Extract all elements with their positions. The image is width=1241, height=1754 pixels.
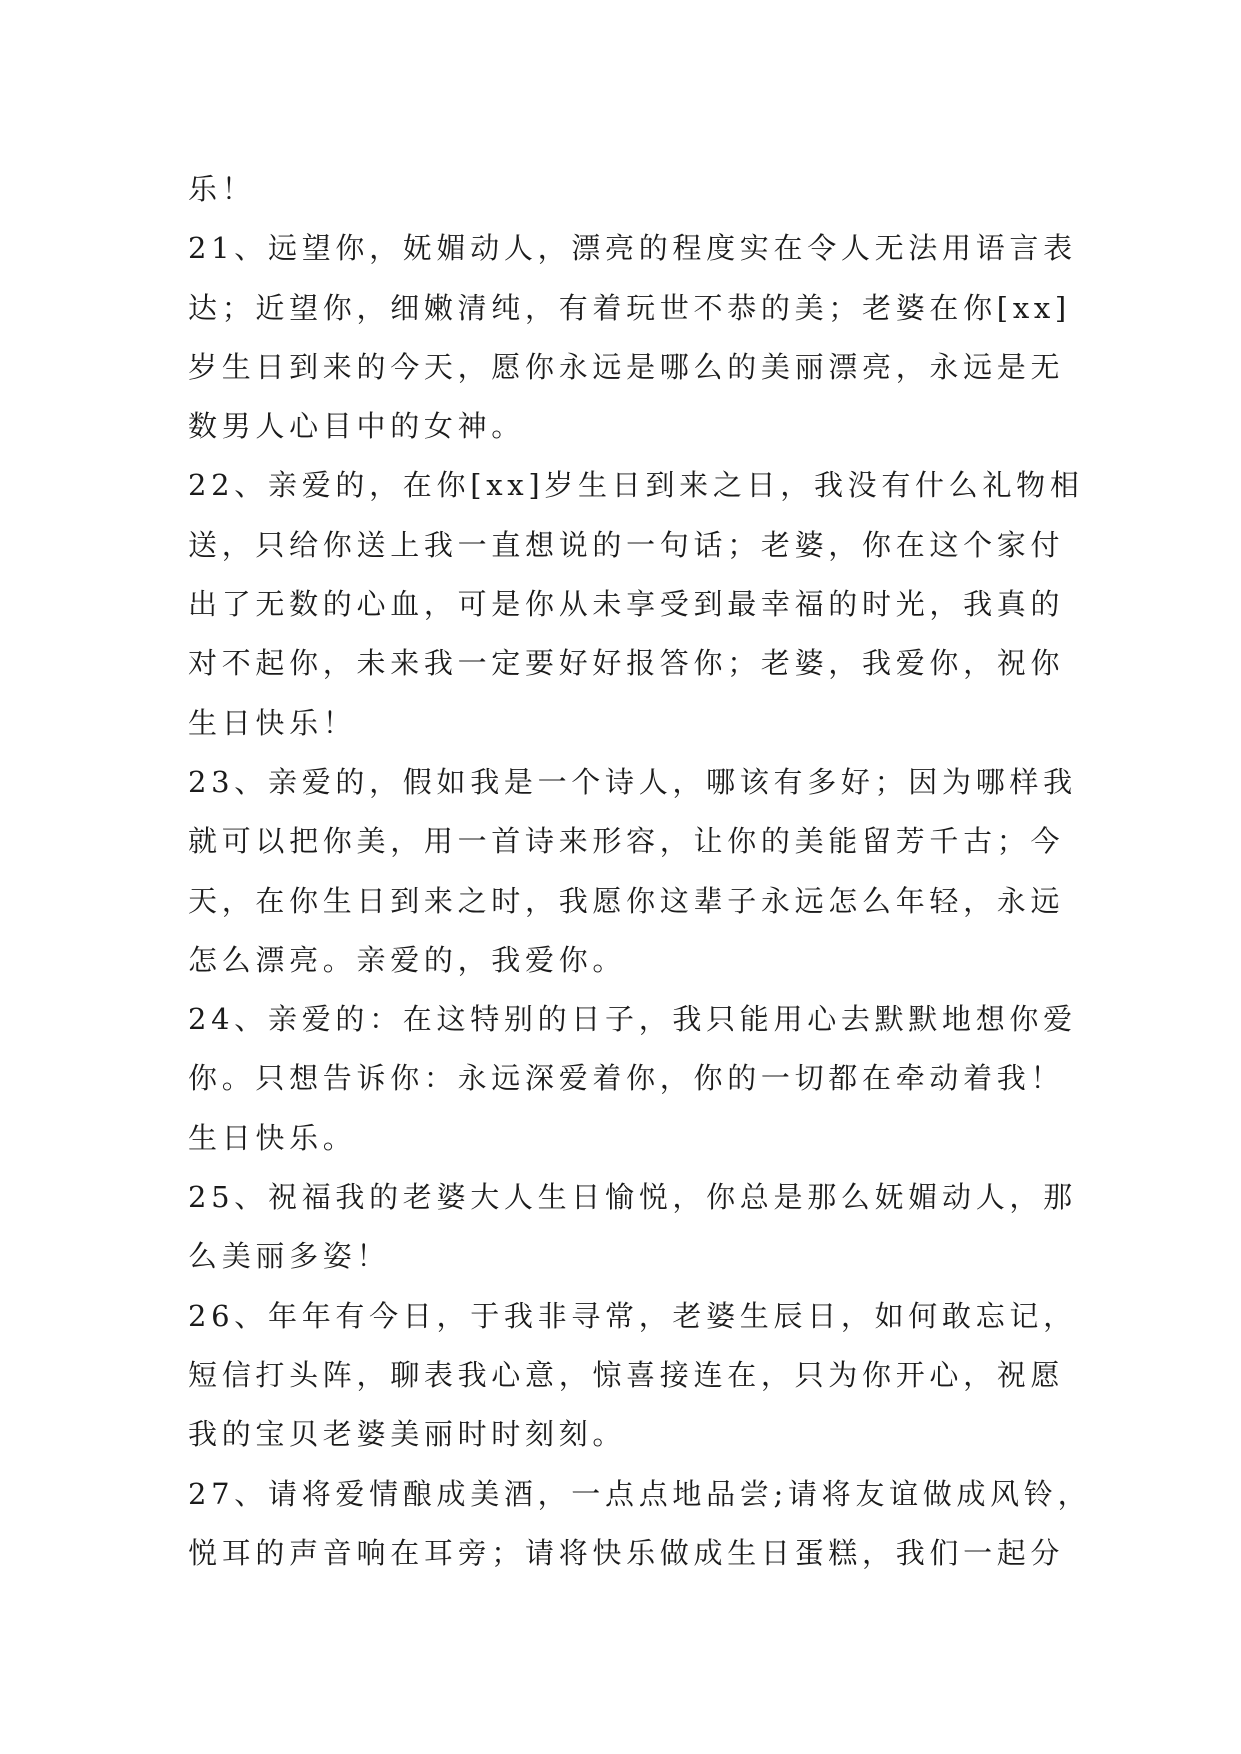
text-line: 我的宝贝老婆美丽时时刻刻。 xyxy=(188,1417,627,1452)
text-line: 22、亲爱的，在你[xx]岁生日到来之日，我没有什么礼物相 xyxy=(188,468,1084,503)
text-line: 你。只想告诉你：永远深爱着你，你的一切都在牵动着我！ xyxy=(188,1061,1065,1096)
document-body xyxy=(188,160,1092,1583)
text-line: 24、亲爱的：在这特别的日子，我只能用心去默默地想你爱 xyxy=(188,1002,1077,1037)
text-line: 生日快乐。 xyxy=(188,1120,357,1155)
text-line: 26、年年有今日，于我非寻常，老婆生辰日，如何敢忘记， xyxy=(188,1298,1077,1333)
text-line: 21、远望你，妩媚动人，漂亮的程度实在令人无法用语言表 xyxy=(188,231,1077,266)
text-line: 数男人心目中的女神。 xyxy=(188,409,526,444)
text-line: 23、亲爱的，假如我是一个诗人，哪该有多好；因为哪样我 xyxy=(188,764,1077,799)
text-line: 27、请将爱情酿成美酒，一点点地品尝;请将友谊做成风铃， xyxy=(188,1476,1092,1511)
text-line: 岁生日到来的今天，愿你永远是哪么的美丽漂亮，永远是无 xyxy=(188,349,1065,384)
text-line: 天，在你生日到来之时，我愿你这辈子永远怎么年轻，永远 xyxy=(188,883,1065,918)
text-line: 送，只给你送上我一直想说的一句话；老婆，你在这个家付 xyxy=(188,527,1065,562)
text-line: 怎么漂亮。亲爱的，我爱你。 xyxy=(188,942,627,977)
text-line: 出了无数的心血，可是你从未享受到最幸福的时光，我真的 xyxy=(188,587,1065,622)
text-line: 就可以把你美，用一首诗来形容，让你的美能留芳千古；今 xyxy=(188,824,1065,859)
text-line: 短信打头阵，聊表我心意，惊喜接连在，只为你开心，祝愿 xyxy=(188,1357,1065,1392)
text-line: 生日快乐！ xyxy=(188,705,357,740)
text-line: 乐！ xyxy=(188,172,256,206)
text-line: 达；近望你，细嫩清纯，有着玩世不恭的美；老婆在你[xx] xyxy=(188,290,1071,325)
text-line: 对不起你，未来我一定要好好报答你；老婆，我爱你，祝你 xyxy=(188,646,1065,681)
text-line: 么美丽多姿！ xyxy=(188,1239,391,1274)
text-line: 悦耳的声音响在耳旁；请将快乐做成生日蛋糕，我们一起分 xyxy=(188,1535,1065,1570)
text-line: 25、祝福我的老婆大人生日愉悦，你总是那么妩媚动人，那 xyxy=(188,1180,1077,1215)
